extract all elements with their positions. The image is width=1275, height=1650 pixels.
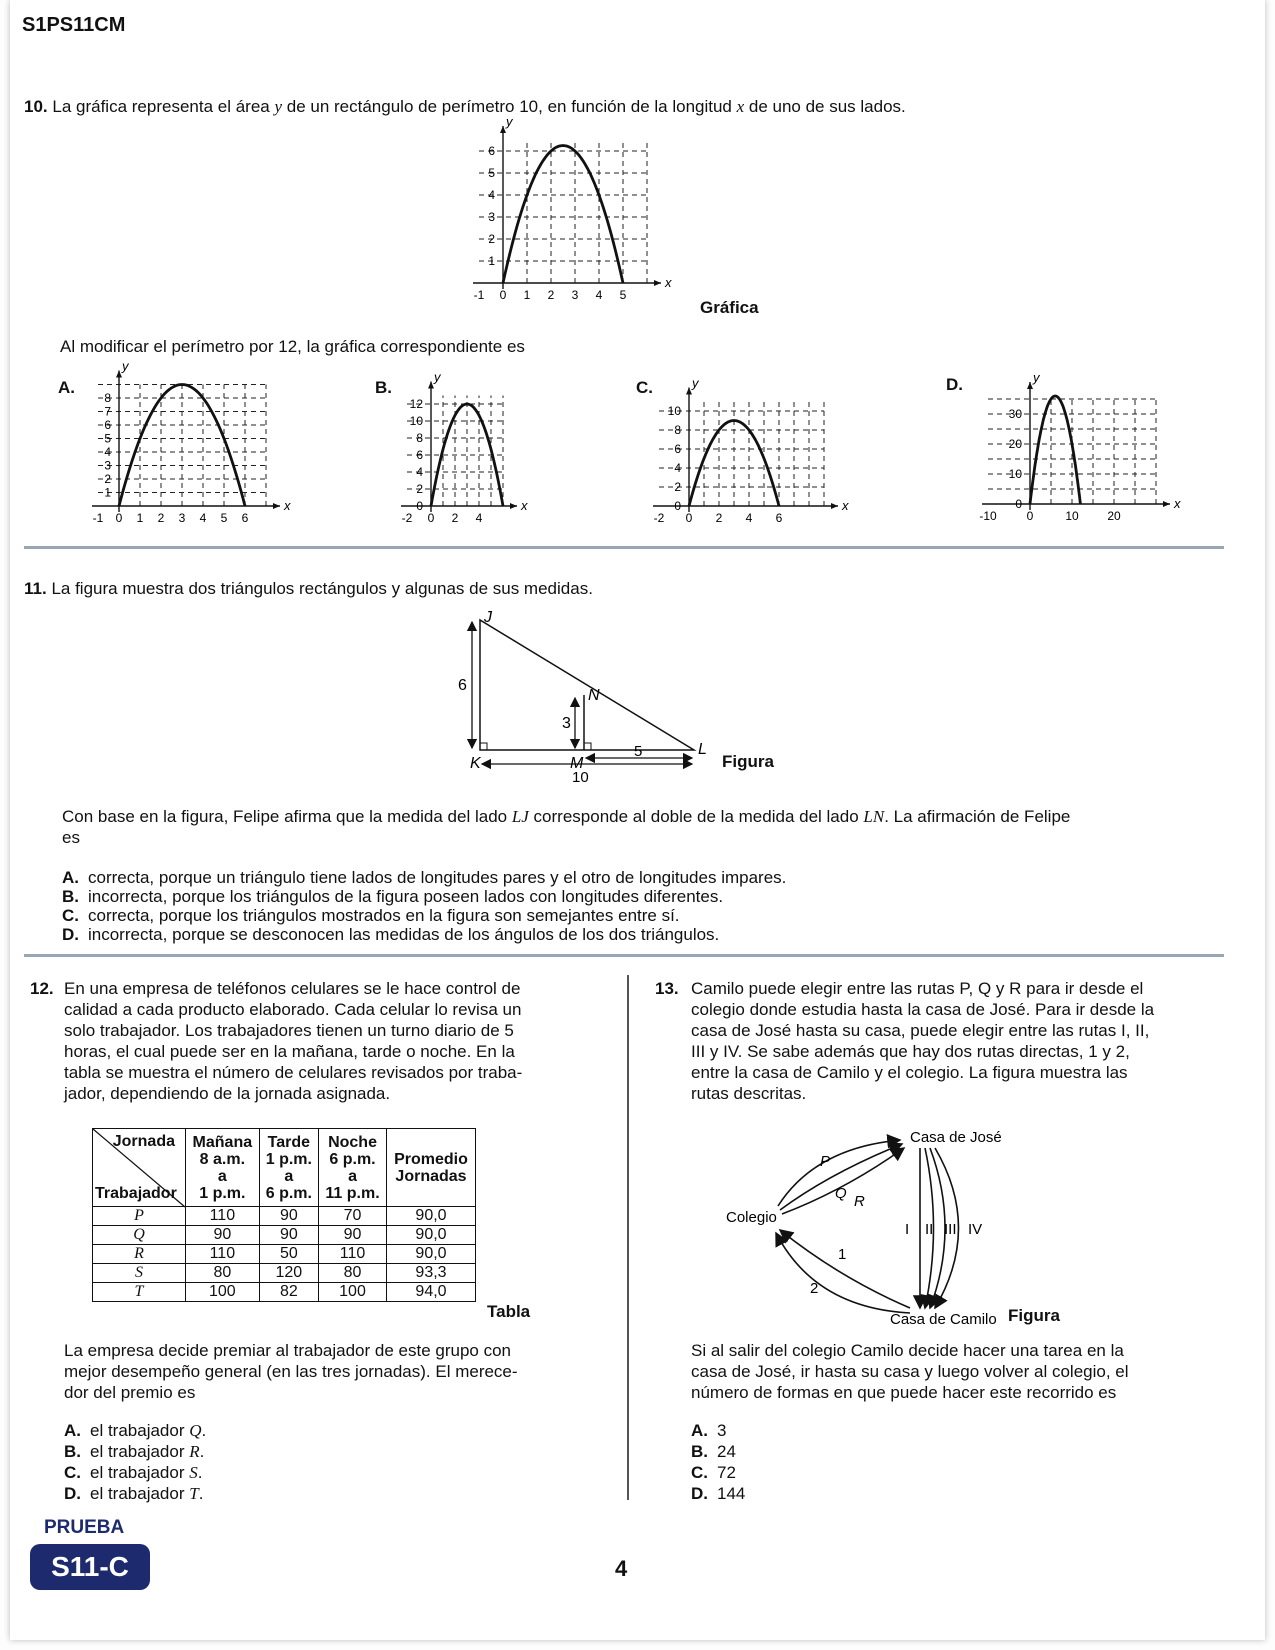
option-d-graph-y-tick: 20 xyxy=(1008,437,1022,451)
table-row: T 100 82 100 94,0 xyxy=(93,1283,476,1302)
route-q: Q xyxy=(835,1185,847,1202)
option-d-graph-x-arrow xyxy=(1163,501,1170,507)
q13-figure-label: Figura xyxy=(1008,1306,1060,1325)
option-c-graph-y-label: y xyxy=(692,375,699,391)
q11-stem: 11. La figura muestra dos triángulos rectángulos y algunas de sus medidas. xyxy=(24,579,593,598)
option-c-graph-y-tick: 8 xyxy=(674,423,681,437)
option-b-graph-y-tick: 0 xyxy=(416,499,423,513)
q10-prompt: Al modificar el perímetro por 12, la gráfica correspondiente es xyxy=(60,337,525,356)
option-d-graph-x-tick: 0 xyxy=(1026,509,1034,523)
table-row: S 80 120 80 93,3 xyxy=(93,1264,476,1283)
option-d-graph-x-tick: 20 xyxy=(1107,509,1121,523)
test-badge: S11-C xyxy=(30,1544,150,1590)
main-graph-x-tick: 2 xyxy=(547,288,555,302)
q10-main-graph xyxy=(455,114,755,325)
prueba-label: PRUEBA xyxy=(44,1517,125,1538)
main-graph-y-tick: 2 xyxy=(488,232,495,246)
option-a-graph-x-tick: 6 xyxy=(241,511,249,525)
point-j: J xyxy=(484,609,492,626)
option-a-graph-x-tick: 4 xyxy=(199,511,207,525)
option-a-graph-x-tick: 2 xyxy=(157,511,165,525)
measure-ml: 5 xyxy=(634,743,643,760)
divider-1 xyxy=(24,546,1224,549)
option-c-graph-x-tick: 6 xyxy=(775,511,783,525)
option-a-graph-y-tick: 3 xyxy=(104,458,111,473)
q10-option-c-letter[interactable]: C. xyxy=(636,378,653,397)
option-c-graph-x-tick: 0 xyxy=(685,511,693,525)
q11-option-c[interactable]: C. correcta, porque los triángulos mostrados en la figura son semejantes entre sí. xyxy=(62,906,680,925)
option-b-graph-y-tick: 2 xyxy=(416,482,423,496)
route-iii: III xyxy=(944,1221,957,1238)
q11-option-a[interactable]: A. correcta, porque un triángulo tiene lados de longitudes pares y el otro de longitudes impares. xyxy=(62,868,787,887)
q10-option-a-graph[interactable] xyxy=(80,358,291,545)
point-n: N xyxy=(588,687,600,704)
option-a-graph-y-tick: 6 xyxy=(104,418,111,432)
q11-option-b[interactable]: B. incorrecta, porque los triángulos de la figura poseen lados con longitudes diferentes. xyxy=(62,887,724,906)
route-iv: IV xyxy=(968,1221,983,1238)
colegio-label: Colegio xyxy=(726,1209,777,1226)
q12-table-label: Tabla xyxy=(487,1302,531,1321)
option-c-graph-y-tick: 6 xyxy=(674,442,681,456)
option-b-graph-x-arrow xyxy=(510,503,517,509)
route-p: P xyxy=(820,1153,831,1170)
option-b-graph-y-tick: 10 xyxy=(409,414,423,428)
q10-option-d-graph[interactable] xyxy=(965,370,1180,545)
main-graph-x-tick: 0 xyxy=(499,288,507,302)
option-d-graph-parabola xyxy=(1030,396,1080,504)
q10-option-d-letter[interactable]: D. xyxy=(946,375,963,394)
q10-stem: 10. La gráfica representa el área y de un rectángulo de perímetro 10, en función de la longitud x de uno de sus lados. xyxy=(24,97,906,116)
option-c-graph-y-tick: 4 xyxy=(674,461,681,475)
point-l: L xyxy=(698,741,707,758)
route-1: 1 xyxy=(838,1246,847,1263)
page-number: 4 xyxy=(615,1556,628,1581)
q13-stem: 13. Camilo puede elegir entre las rutas P, Q y R para ir desde el colegio donde estudia hasta la casa de José. Para ir desde la casa de José hasta su casa, puede elegir entre las rutas I, II, III y IV. Se sabe además que hay dos rutas directas, 1 y 2, entre la casa de Camilo y el colegio. La figura muestra las rutas descritas. xyxy=(655,979,1155,1103)
q13-prompt: Si al salir del colegio Camilo decide hacer una tarea en la casa de José, ir hasta su casa y luego volver al colegio, el número de formas en que puede hacer este recorrido es xyxy=(691,1341,1129,1402)
exam-code: S1PS11CM xyxy=(22,14,126,36)
q10-option-c-graph[interactable] xyxy=(653,370,855,545)
option-d-graph-y-tick: 10 xyxy=(1008,467,1022,481)
q12-option-a[interactable]: A. el trabajador Q. xyxy=(64,1421,207,1440)
q12-option-b[interactable]: B. el trabajador R. xyxy=(64,1442,205,1461)
main-graph-x-tick: 5 xyxy=(619,288,627,302)
main-graph-x-tick: 4 xyxy=(595,288,603,302)
q13-option-b[interactable]: B. 24 xyxy=(691,1442,736,1461)
main-graph-y-label: y xyxy=(506,114,513,129)
option-c-graph-y-tick: 10 xyxy=(667,404,681,418)
q13-option-a[interactable]: A. 3 xyxy=(691,1421,727,1440)
option-d-graph-y-label: y xyxy=(1033,370,1040,385)
option-a-graph-y-label: y xyxy=(122,358,129,374)
main-graph-y-tick: 1 xyxy=(488,254,495,268)
q12-table xyxy=(92,1128,476,1302)
q13-options xyxy=(691,1420,745,1504)
option-a-graph-x-label: x xyxy=(284,498,291,513)
option-a-graph-y-tick: 1 xyxy=(104,485,111,500)
option-a-graph-y-tick: 4 xyxy=(104,445,111,459)
option-b-graph-parabola xyxy=(431,404,503,506)
casa-camilo-label: Casa de Camilo xyxy=(890,1311,997,1328)
q12-option-d[interactable]: D. el trabajador T. xyxy=(64,1484,204,1503)
option-b-graph-y-tick: 6 xyxy=(416,448,423,462)
option-b-graph-y-label: y xyxy=(434,369,441,385)
q10-option-b-graph[interactable] xyxy=(395,370,555,545)
option-b-graph-y-tick: 12 xyxy=(409,397,423,411)
point-m: M xyxy=(570,755,584,772)
measure-kl: 10 xyxy=(572,769,589,786)
option-a-graph-x-tick: 1 xyxy=(136,511,144,525)
option-a-graph-y-tick: 2 xyxy=(104,472,111,486)
option-d-graph-x-label: x xyxy=(1174,496,1181,511)
main-graph-x-tick: 1 xyxy=(523,288,531,302)
table-row: P 110 90 70 90,0 xyxy=(93,1207,476,1226)
option-a-graph-y-tick: 7 xyxy=(104,404,111,419)
option-d-graph-x-tick: 10 xyxy=(1065,509,1079,523)
main-graph-parabola xyxy=(503,146,623,284)
main-graph-x-tick: 3 xyxy=(571,288,579,302)
main-graph-y-tick: 3 xyxy=(488,210,495,224)
main-graph-x-tick: -1 xyxy=(473,288,485,302)
header-noche: Noche 6 p.m. a 11 p.m. xyxy=(319,1129,387,1207)
option-a-graph-x-arrow xyxy=(273,503,280,509)
option-c-graph-y-tick: 2 xyxy=(674,480,681,494)
route-2: 2 xyxy=(810,1280,819,1297)
option-b-graph-x-tick: 0 xyxy=(427,511,435,525)
main-graph-y-tick: 6 xyxy=(488,144,495,158)
option-c-graph-x-arrow xyxy=(831,503,838,509)
option-b-graph-x-tick: 2 xyxy=(451,511,459,525)
route-r: R xyxy=(854,1193,865,1210)
option-c-graph-x-label: x xyxy=(842,498,849,513)
casa-jose-label: Casa de José xyxy=(910,1129,1002,1146)
option-c-graph-x-tick: 4 xyxy=(745,511,753,525)
q12-option-c[interactable]: C. el trabajador S. xyxy=(64,1463,203,1482)
q12-prompt: La empresa decide premiar al trabajador de este grupo con mejor desempeño general (en las tres jornadas). El merece- dor del premio es xyxy=(64,1341,518,1402)
q11-option-d[interactable]: D. incorrecta, porque se desconocen las medidas de los ángulos de los dos triángulos. xyxy=(62,925,720,944)
option-b-graph-x-label: x xyxy=(521,498,528,513)
q12-stem: 12. En una empresa de teléfonos celulares se le hace control de calidad a cada producto elaborado. Cada celular lo revisa un solo trabajador. Los trabajadores tienen un turno diario de 5 horas, el cual puede ser en la mañana, tarde o noche. En la tabla se muestra el número de celulares revisados por traba- jador, dependiendo de la jornada asignada. xyxy=(30,979,523,1103)
option-a-graph-y-tick: 8 xyxy=(104,391,111,405)
main-graph-y-tick: 4 xyxy=(488,188,495,202)
option-a-graph-x-tick: -1 xyxy=(92,511,104,525)
measure-nm: 3 xyxy=(562,715,571,732)
option-a-graph-y-tick: 5 xyxy=(104,431,111,446)
option-b-graph-x-tick: -2 xyxy=(401,511,413,525)
q11-figure-label: Figura xyxy=(722,752,774,771)
q13-routes-figure xyxy=(720,1118,1140,1328)
option-b-graph-x-tick: 4 xyxy=(475,511,483,525)
header-manana: Mañana 8 a.m. a 1 p.m. xyxy=(186,1129,260,1207)
header-promedio: Promedio Jornadas xyxy=(387,1129,476,1207)
q13-option-d[interactable]: D. 144 xyxy=(691,1484,746,1503)
q10-option-a-letter[interactable]: A. xyxy=(58,378,75,397)
option-a-graph-x-tick: 5 xyxy=(220,511,228,525)
q10-graph-label: Gráfica xyxy=(700,298,759,317)
main-graph-x-label: x xyxy=(665,275,672,290)
option-d-graph-x-tick: -10 xyxy=(979,509,997,523)
q10-option-b-letter[interactable]: B. xyxy=(375,378,392,397)
option-a-graph-x-tick: 3 xyxy=(178,511,186,525)
option-a-graph-x-tick: 0 xyxy=(115,511,123,525)
option-c-graph-y-tick: 0 xyxy=(674,499,681,513)
table-corner: Jornada Trabajador xyxy=(93,1129,186,1207)
q11-options xyxy=(62,868,786,944)
option-c-graph-x-tick: 2 xyxy=(715,511,723,525)
header-tarde: Tarde 1 p.m. a 6 p.m. xyxy=(259,1129,318,1207)
column-divider xyxy=(627,975,629,1500)
main-graph-y-tick: 5 xyxy=(488,166,495,180)
table-row: R 110 50 110 90,0 xyxy=(93,1245,476,1264)
route-ii: II xyxy=(925,1221,934,1238)
option-d-graph-y-tick: 0 xyxy=(1015,497,1022,511)
option-b-graph-y-tick: 8 xyxy=(416,431,423,445)
q13-option-c[interactable]: C. 72 xyxy=(691,1463,736,1482)
divider-2 xyxy=(24,954,1224,957)
q12-options xyxy=(64,1420,206,1504)
option-c-graph-x-tick: -2 xyxy=(653,511,665,525)
main-graph-x-arrow xyxy=(654,280,661,286)
option-b-graph-y-tick: 4 xyxy=(416,465,423,479)
q11-prompt: Con base en la figura, Felipe afirma que la medida del lado LJ corresponde al doble de la medida del lado LN. La afirmación de Felipe es xyxy=(62,807,1071,847)
option-d-graph-y-tick: 30 xyxy=(1008,407,1022,421)
measure-jk: 6 xyxy=(458,677,467,694)
table-row: Q 90 90 90 90,0 xyxy=(93,1226,476,1245)
route-i: I xyxy=(905,1221,910,1238)
point-k: K xyxy=(470,755,481,772)
